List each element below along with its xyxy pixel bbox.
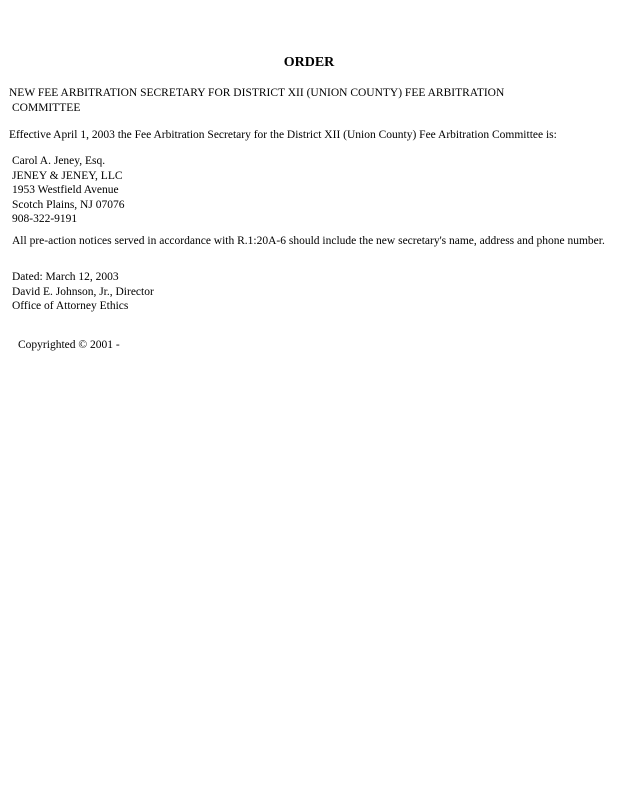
signer-office: Office of Attorney Ethics [12,300,129,312]
secretary-street: 1953 Westfield Avenue [12,184,119,196]
secretary-city: Scotch Plains, NJ 07076 [12,198,125,211]
effective-statement: Effective April 1, 2003 the Fee Arbitration Secretary for the District XII (Union County) Fee Arbitration Committee is: [9,129,557,141]
signer-name: David E. Johnson, Jr., Director [12,285,154,298]
secretary-address-block [12,154,312,227]
order-heading-line-2: COMMITTEE [12,101,81,114]
secretary-firm: JENEY & JENEY, LLC [12,169,123,182]
secretary-name: Carol A. Jeney, Esq. [12,155,106,167]
pre-action-notice: All pre-action notices served in accordance with R.1:20A-6 should include the new secretary's name, address and phone number. [12,235,605,247]
order-heading-line-1: NEW FEE ARBITRATION SECRETARY FOR DISTRICT XII (UNION COUNTY) FEE ARBITRATION [9,87,505,99]
copyright-notice: Copyrighted © 2001 - [18,339,120,351]
order-heading [9,86,569,115]
dated-line: Dated: March 12, 2003 [12,271,119,283]
page-title: ORDER [283,55,335,70]
secretary-phone: 908-322-9191 [12,213,78,225]
signature-block [12,270,312,314]
